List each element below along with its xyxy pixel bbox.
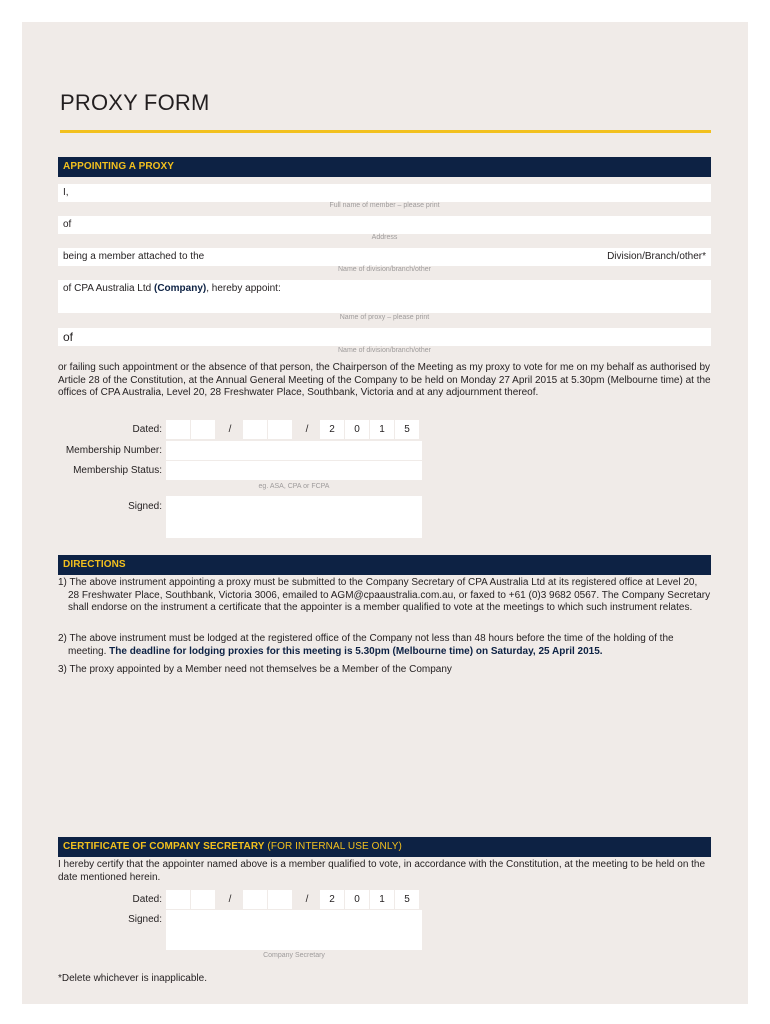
cert-signature-caption: Company Secretary (263, 952, 325, 959)
direction-deadline: The deadline for lodging proxies for this meeting is 5.30pm (Melbourne time) on Saturday, 25 April 2015. (109, 645, 603, 657)
proxy-address-caption: Name of division/branch/other (338, 347, 431, 354)
day-digit-1[interactable] (166, 420, 190, 439)
cert-year-digit-1[interactable]: 2 (320, 890, 344, 909)
page-title: PROXY FORM (60, 90, 210, 115)
membership-status-caption: eg. ASA, CPA or FCPA (258, 483, 330, 490)
title-rule (60, 130, 711, 133)
direction-item-3: 3) The proxy appointed by a Member need not themselves be a Member of the Company (58, 664, 452, 675)
cert-signature-field[interactable] (166, 910, 422, 950)
appoint-company: (Company) (153, 283, 207, 294)
division-caption: Name of division/branch/other (338, 266, 431, 273)
direction-item-1: 1) The above instrument appointing a proxy must be submitted to the Company Secretary of CPA Australia Ltd at its registered office at Level 20, 28 Freshwater Place, Southbank, Victoria 3006, emailed to AGM@cpaaustralia.com.au, or faxed to +61 (0)3 9682 0567. The Company Secretary shall endorse on the instrument a certificate that the appointer is a member qualified to vote at the meetings to which such instrument relates. (58, 577, 711, 613)
division-label: being a member attached to the (63, 251, 205, 262)
appoint-post: , hereby appoint: (206, 283, 281, 294)
directions-header: DIRECTIONS (58, 555, 711, 575)
proxy-name-caption: Name of proxy – please print (339, 314, 430, 321)
year-digit-3[interactable]: 1 (370, 420, 394, 439)
appoint-pre: of CPA Australia Ltd (63, 283, 154, 294)
cert-year-digit-4[interactable]: 5 (395, 890, 419, 909)
membership-number-field[interactable] (166, 441, 422, 460)
certificate-header-note: (FOR INTERNAL USE ONLY) (264, 841, 402, 852)
cert-year-digit-3[interactable]: 1 (370, 890, 394, 909)
certificate-paragraph: I hereby certify that the appointer named above is a member qualified to vote, in accordance with the Constitution, at the meeting to be held on the date mentioned herein. (58, 859, 706, 883)
certificate-header-title: CERTIFICATE OF COMPANY SECRETARY (63, 841, 265, 852)
day-digit-2[interactable] (191, 420, 215, 439)
year-digit-4[interactable]: 5 (395, 420, 419, 439)
address-caption: Address (371, 234, 398, 241)
proxy-of-label: of (63, 330, 74, 344)
dated-label: Dated: (132, 424, 162, 435)
address-field[interactable] (58, 216, 711, 234)
cert-day-digit-2[interactable] (191, 890, 215, 909)
division-field[interactable] (58, 248, 711, 266)
member-name-label: I, (63, 187, 69, 198)
footnote: *Delete whichever is inapplicable. (58, 973, 207, 984)
direction-item-2-text: 2) The above instrument must be lodged at the registered office of the Company not less than 48 hours before the time of the holding of the meeting. (58, 633, 674, 657)
appointing-proxy-header: APPOINTING A PROXY (58, 157, 711, 177)
membership-number-label: Membership Number: (65, 445, 162, 456)
signature-field[interactable] (166, 496, 422, 538)
division-right-label: Division/Branch/other* (607, 251, 706, 262)
year-digit-1[interactable]: 2 (320, 420, 344, 439)
form-page (22, 22, 748, 1004)
cert-day-digit-1[interactable] (166, 890, 190, 909)
certificate-header (58, 837, 711, 857)
membership-status-field[interactable] (166, 461, 422, 480)
proxy-address-field[interactable] (58, 328, 711, 346)
cert-date-slash-2: / (305, 894, 309, 905)
cert-year-digit-2[interactable]: 0 (345, 890, 369, 909)
cert-date-slash-1: / (228, 894, 232, 905)
member-name-field[interactable] (58, 184, 711, 202)
cert-month-digit-2[interactable] (268, 890, 292, 909)
address-label: of (63, 219, 72, 230)
appointment-paragraph: or failing such appointment or the absence of that person, the Chairperson of the Meeting as my proxy to vote for me on my behalf as authorised by Article 28 of the Constitution, at the Annual General Meeting of the Company to be held on Monday 27 April 2015 at 5.30pm (Melbourne time) at the offices of CPA Australia, Level 20, 28 Freshwater Place, Southbank, Victoria and at any adjournment thereof. (58, 362, 711, 398)
cert-month-digit-1[interactable] (243, 890, 267, 909)
direction-item-2 (58, 633, 711, 658)
membership-status-label: Membership Status: (73, 465, 162, 476)
proxy-name-field[interactable] (58, 296, 711, 313)
cert-signed-label: Signed: (128, 914, 162, 925)
date-slash-2: / (305, 424, 309, 435)
month-digit-1[interactable] (243, 420, 267, 439)
cert-dated-label: Dated: (132, 894, 162, 905)
date-slash-1: / (228, 424, 232, 435)
signed-label: Signed: (128, 501, 162, 512)
member-name-caption: Full name of member – please print (329, 202, 440, 209)
month-digit-2[interactable] (268, 420, 292, 439)
year-digit-2[interactable]: 0 (345, 420, 369, 439)
